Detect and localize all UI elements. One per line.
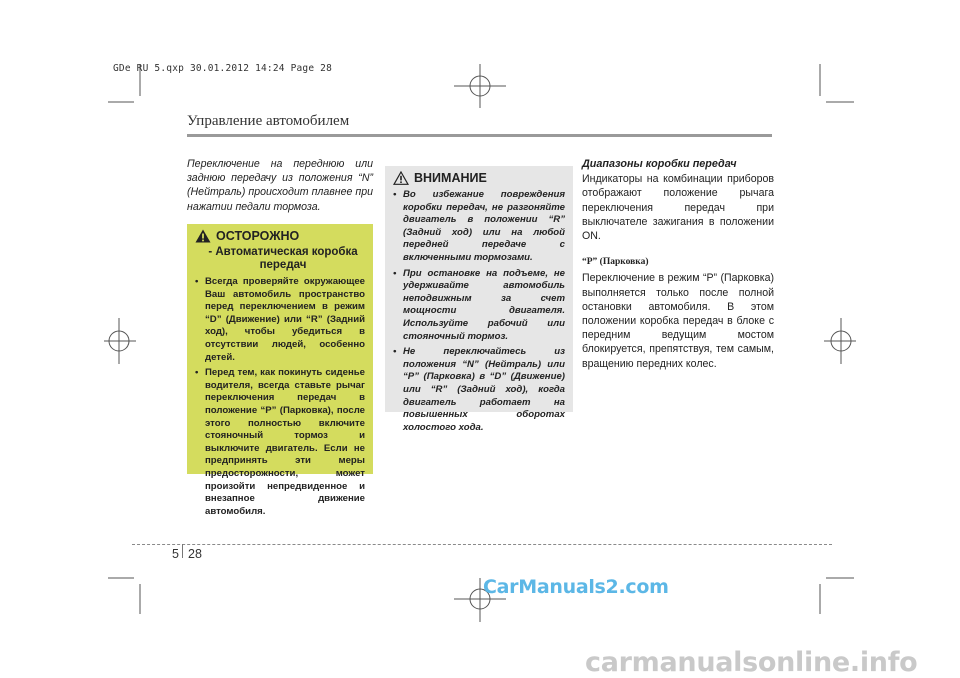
notice-list [393, 189, 565, 434]
footer-divider [182, 544, 183, 558]
list-item [195, 276, 365, 364]
header-rule [187, 134, 772, 137]
list-item-text: При остановке на подъеме, не удерживайте автомобиль неподвижным за счет мощности двигателя. Используйте рабочий или стояночный тормоз. [403, 267, 565, 342]
list-item [393, 268, 565, 344]
bullet: • [195, 367, 199, 379]
section-heading: Диапазоны коробки передач [582, 158, 737, 170]
list-item-text: Всегда проверяйте окружающее Ваш автомобиль пространство перед переключением в режим “D” (Движение) или “R” (Задний ход), чтобы убедиться в отсутствии людей, особенно детей. [205, 276, 365, 363]
list-item-text: Перед тем, как покинуть сиденье водителя, всегда ставьте рычаг переключения передач в положение “P” (Парковка), после этого полностью включите стояночный тормоз и выключите двигатель. Если не предпринять эти меры предосторожности, может произойти непредвиденное и внезапное движение автомобиля. [205, 367, 365, 517]
intro-paragraph: Переключение на переднюю или заднюю передачу из положения “N” (Нейтраль) происходит плавнее при нажатии педали тормоза. [187, 158, 373, 213]
bullet: • [393, 189, 397, 200]
warning-triangle-outline-icon [393, 171, 409, 185]
list-item-text: Во избежание повреждения коробки передач, не разгоняйте двигатель в положении “R” (Задний ход) или на любой передней передаче с включенными тормозами. [403, 189, 565, 263]
list-item-text: Не переключайтесь из положения “N” (Нейтраль) или “P” (Парковка) в “D” (Движение) или “R” (Задний ход), когда двигатель работает на повышенных оборотах холостого хода. [403, 346, 565, 433]
subsection-heading: “P” (Парковка) [582, 257, 649, 268]
section-paragraph: Индикаторы на комбинации приборов отображают положение рычага переключения передач при выключателе зажигания в положении ON. [582, 173, 774, 243]
subsection-paragraph: Переключение в режим “P” (Парковка) выполняется только после полной остановки автомобиля. В этом положении коробка передач в блоке с передним ведущим мостом блокируется, препятствуя, тем самым, вращению передних колес. [582, 272, 774, 370]
bullet: • [195, 276, 199, 287]
caution-title: ОСТОРОЖНО [216, 229, 300, 243]
list-item [393, 346, 565, 434]
watermark-link-secondary[interactable]: carmanualsonline.info [585, 647, 918, 678]
footer-rule [132, 544, 832, 545]
page-number: 28 [188, 547, 202, 561]
notice-title: ВНИМАНИЕ [414, 171, 487, 185]
notice-title-row [393, 171, 565, 185]
print-slug: GDe RU 5.qxp 30.01.2012 14:24 Page 28 [113, 63, 333, 74]
bullet: • [393, 346, 397, 358]
list-item [393, 189, 565, 265]
caution-title-row [195, 229, 365, 243]
watermark-link[interactable]: CarManuals2.com [483, 576, 669, 598]
bullet: • [393, 267, 397, 279]
caution-subtitle: - Автоматическая коробка передач [208, 246, 358, 271]
page-header-title: Управление автомобилем [187, 113, 350, 129]
section-number: 5 [172, 547, 179, 561]
caution-box [187, 224, 373, 517]
notice-box [385, 166, 573, 433]
list-item [195, 367, 365, 518]
caution-list [195, 276, 365, 518]
warning-triangle-icon [195, 229, 211, 243]
right-column [582, 157, 774, 371]
